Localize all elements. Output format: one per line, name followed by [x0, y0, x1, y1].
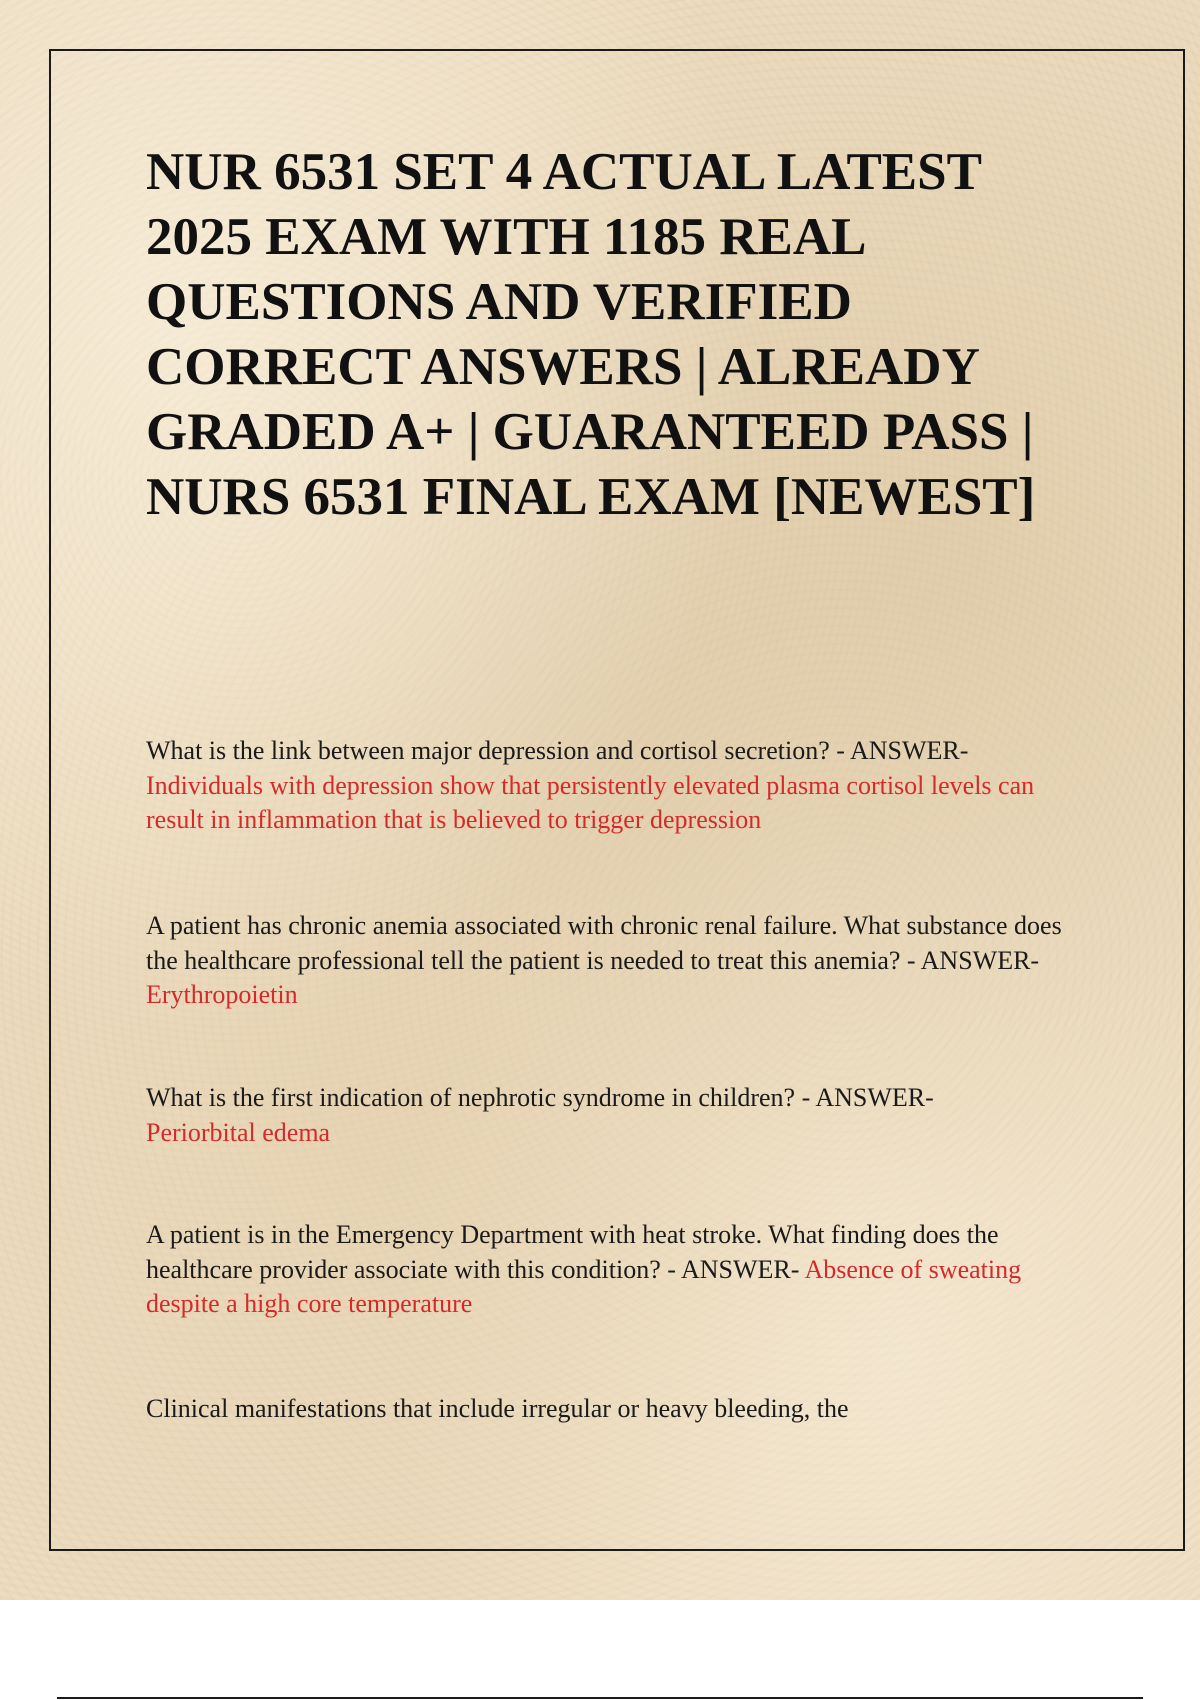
- document-title: NUR 6531 SET 4 ACTUAL LATEST 2025 EXAM WITH 1185 REAL QUESTIONS AND VERIFIED CORRECT ANSWERS | ALREADY GRADED A+ | GUARANTEED PASS | NURS 6531 FINAL EXAM [NEWEST]: [146, 143, 1036, 526]
- qa-item: [146, 1392, 1086, 1427]
- answer-text: Periorbital edema: [146, 1117, 331, 1147]
- qa-item: [146, 734, 1086, 838]
- question-text: What is the first indication of nephrotic syndrome in children? - ANSWER-: [146, 1083, 934, 1112]
- qa-item: [146, 909, 1086, 1013]
- footer-rule: [57, 1697, 1143, 1699]
- answer-text: Absence of sweating despite a high core temperature: [146, 1254, 1022, 1318]
- question-text: Clinical manifestations that include irregular or heavy bleeding, the: [146, 1394, 849, 1423]
- answer-text: Individuals with depression show that persistently elevated plasma cortisol levels can result in inflammation that is believed to trigger depression: [146, 770, 1035, 834]
- answer-text: Erythropoietin: [146, 980, 298, 1009]
- question-text: A patient has chronic anemia associated with chronic renal failure. What substance does the healthcare professional tell the patient is needed to treat this anemia? - ANSWER-: [146, 911, 1062, 975]
- qa-item: [146, 1218, 1086, 1322]
- question-text: What is the link between major depression and cortisol secretion? - ANSWER-: [146, 736, 969, 765]
- question-text: A patient is in the Emergency Department with heat stroke. What finding does the healthcare provider associate with this condition? - ANSWER-: [146, 1220, 999, 1284]
- qa-item: [146, 1081, 1086, 1150]
